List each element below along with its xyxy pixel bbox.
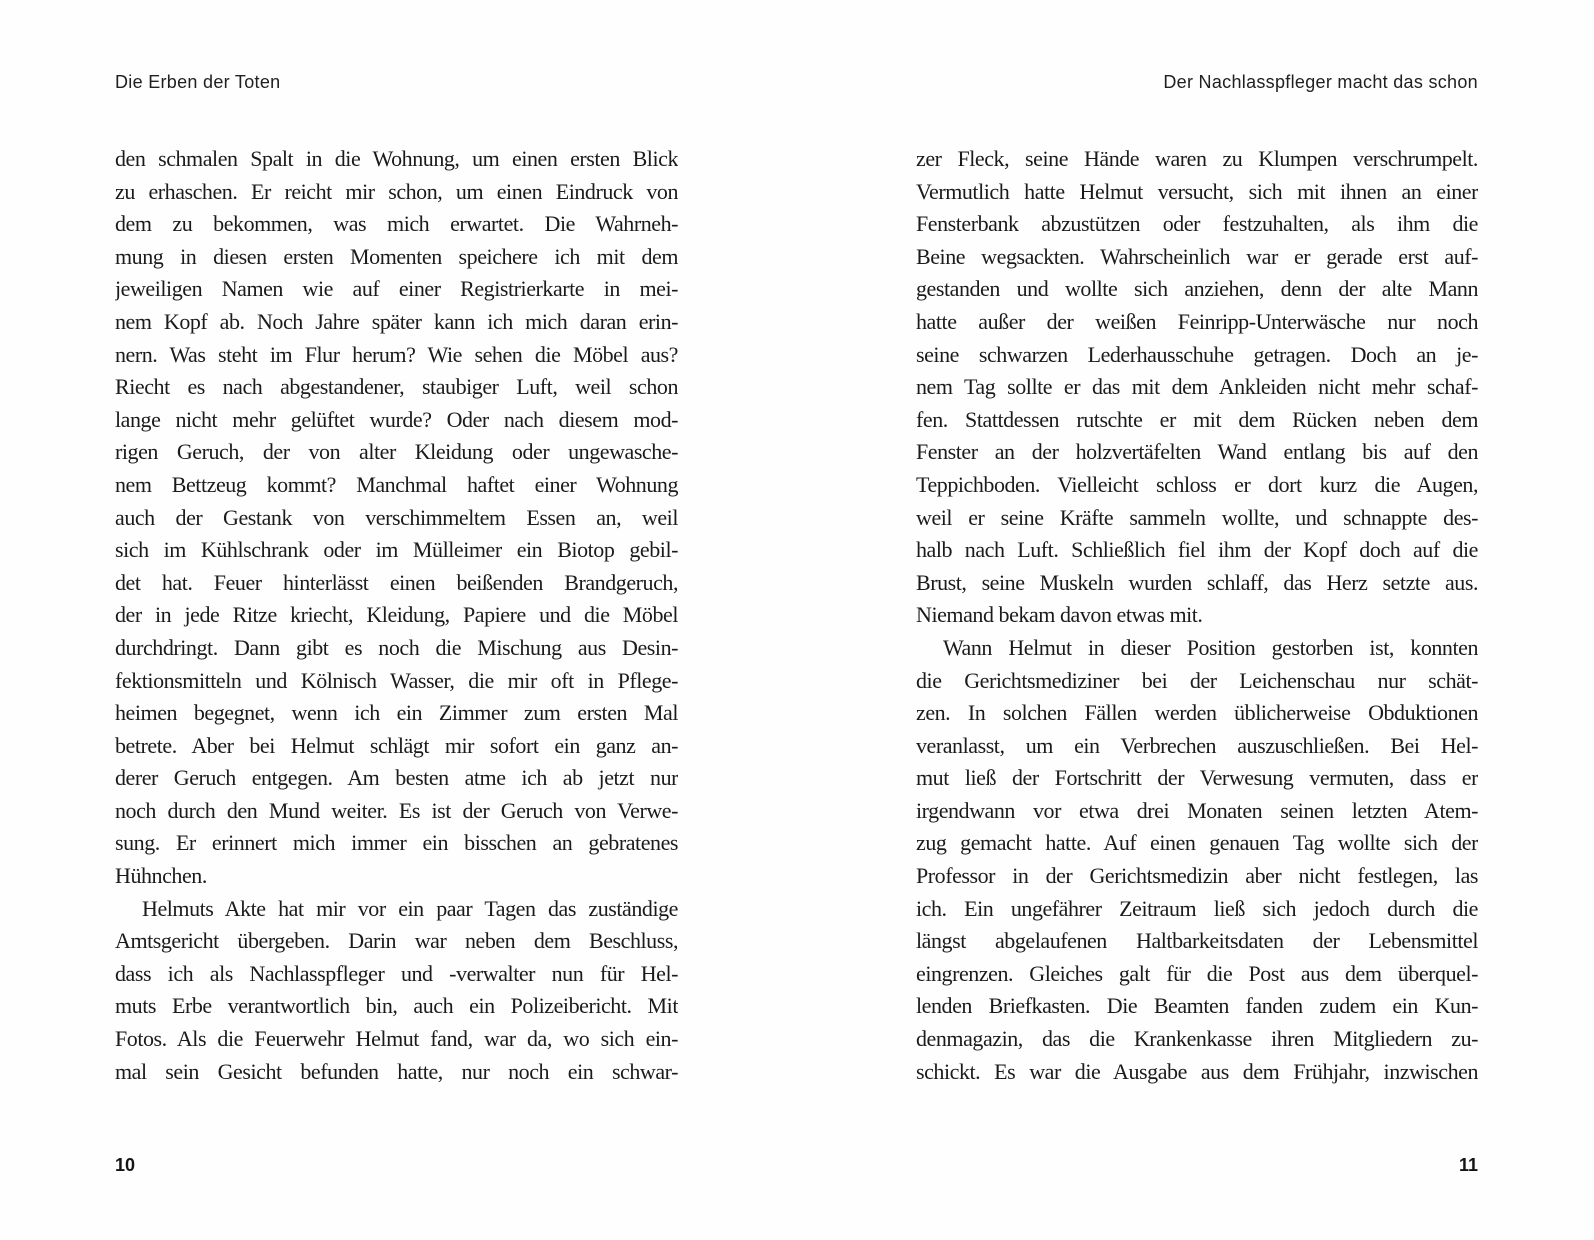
text-line: Niemand bekam davon etwas mit. [916,602,1203,628]
text-line: Professor in der Gerichtsmedizin aber nicht festlegen, las [916,863,1478,889]
text-line: lange nicht mehr gelüftet wurde? Oder nach diesem mod- [115,406,678,432]
text-line: sich im Kühlschrank oder im Mülleimer ein Biotop gebil- [115,537,678,563]
text-line: zen. In solchen Fällen werden üblicherweise Obduktionen [916,700,1478,726]
text-line: ich. Ein ungefährer Zeitraum ließ sich jedoch durch die [916,895,1478,921]
text-line: Beine wegsackten. Wahrscheinlich war er gerade erst auf- [916,243,1478,269]
text-line: irgendwann vor etwa drei Monaten seinen letzten Atem- [916,797,1478,823]
text-line: Wann Helmut in dieser Position gestorben ist, konnten [943,634,1478,660]
text-line: rigen Geruch, der von alter Kleidung oder ungewasche- [115,439,678,465]
text-line: durchdringt. Dann gibt es noch die Mischung aus Desin- [115,634,678,660]
page-number-right: 11 [1458,1155,1478,1175]
text-line: nem Bettzeug kommt? Manchmal haftet einer Wohnung [115,471,678,497]
text-line: die Gerichtsmediziner bei der Leichenschau nur schät- [916,667,1478,693]
text-line: dem zu bekommen, was mich erwartet. Die Wahrneh- [115,211,678,237]
text-line: der in jede Ritze kriecht, Kleidung, Papiere und die Möbel [115,602,678,628]
text-line: mung in diesen ersten Momenten speichere ich mit dem [115,243,678,269]
text-line: zer Fleck, seine Hände waren zu Klumpen verschrumpelt. [916,146,1478,171]
text-line: denmagazin, das die Krankenkasse ihren Mitgliedern zu- [916,1026,1478,1052]
text-line: mut ließ der Fortschritt der Verwesung vermuten, dass er [916,765,1478,791]
text-line: auch der Gestank von verschimmeltem Essen an, weil [115,504,678,530]
text-line: Riecht es nach abgestandener, staubiger Luft, weil schon [115,374,678,400]
text-line: Fensterbank abzustützen oder festzuhalten, als ihm die [916,211,1478,237]
text-line: veranlasst, um ein Verbrechen auszuschließen. Bei Hel- [916,732,1478,758]
text-line: seine schwarzen Lederhausschuhe getragen. Doch an je- [916,341,1478,367]
text-line: Helmuts Akte hat mir vor ein paar Tagen das zuständige [142,895,678,921]
paragraph [115,893,678,1089]
body-text-left [115,143,678,1088]
text-line: den schmalen Spalt in die Wohnung, um einen ersten Blick [115,146,678,171]
text-line: längst abgelaufenen Haltbarkeitsdaten der Lebensmittel [916,928,1478,954]
text-line: heimen begegnet, wenn ich ein Zimmer zum ersten Mal [115,700,678,726]
text-line: nern. Was steht im Flur herum? Wie sehen die Möbel aus? [115,341,678,367]
page-number-left: 10 [115,1155,136,1175]
text-line: weil er seine Kräfte sammeln wollte, und schnappte des- [916,504,1478,530]
text-line: schickt. Es war die Ausgabe aus dem Frühjahr, inzwischen [916,1058,1478,1084]
text-line: eingrenzen. Gleiches galt für die Post aus dem überquel- [916,960,1478,986]
text-line: det hat. Feuer hinterlässt einen beißenden Brandgeruch, [115,569,678,595]
text-line: fektionsmitteln und Kölnisch Wasser, die mir oft in Pflege- [115,667,678,693]
paragraph [916,632,1478,1088]
text-line: betrete. Aber bei Helmut schlägt mir sofort ein ganz an- [115,732,678,758]
text-line: zug gemacht hatte. Auf einen genauen Tag wollte sich der [916,830,1478,856]
text-line: hatte außer der weißen Feinripp-Unterwäsche nur noch [916,308,1478,334]
text-line: Amtsgericht übergeben. Darin war neben dem Beschluss, [115,928,678,954]
paragraph [115,143,678,893]
text-line: fen. Stattdessen rutschte er mit dem Rücken neben dem [916,406,1478,432]
running-header-right: Der Nachlasspfleger macht das schon [1163,72,1478,92]
text-line: sung. Er erinnert mich immer ein bisschen an gebratenes [115,830,678,856]
text-line: zu erhaschen. Er reicht mir schon, um einen Eindruck von [115,178,678,204]
book-page-right [916,70,1478,1210]
text-line: Fotos. Als die Feuerwehr Helmut fand, war da, wo sich ein- [115,1026,678,1052]
text-line: Brust, seine Muskeln wurden schlaff, das Herz setzte aus. [916,569,1478,595]
text-line: gestanden und wollte sich anziehen, denn der alte Mann [916,276,1478,302]
book-page-left [115,70,678,1210]
text-line: dass ich als Nachlasspfleger und -verwalter nun für Hel- [115,960,678,986]
text-line: Vermutlich hatte Helmut versucht, sich mit ihnen an einer [916,178,1478,204]
running-header-left: Die Erben der Toten [115,72,281,92]
text-line: halb nach Luft. Schließlich fiel ihm der Kopf doch auf die [916,537,1478,563]
body-text-right [916,143,1478,1088]
text-line: Fenster an der holzvertäfelten Wand entlang bis auf den [916,439,1478,465]
text-line: nem Kopf ab. Noch Jahre später kann ich mich daran erin- [115,308,678,334]
text-line: nem Tag sollte er das mit dem Ankleiden nicht mehr schaf- [916,374,1478,400]
text-line: Teppichboden. Vielleicht schloss er dort kurz die Augen, [916,471,1478,497]
text-line: lenden Briefkasten. Die Beamten fanden zudem ein Kun- [916,993,1478,1019]
text-line: derer Geruch entgegen. Am besten atme ich ab jetzt nur [115,765,678,791]
text-line: muts Erbe verantwortlich bin, auch ein Polizeibericht. Mit [115,993,678,1019]
text-line: Hühnchen. [115,863,207,889]
text-line: mal sein Gesicht befunden hatte, nur noch ein schwar- [115,1058,678,1084]
text-line: noch durch den Mund weiter. Es ist der Geruch von Verwe- [115,797,678,823]
text-line: jeweiligen Namen wie auf einer Registrierkarte in mei- [115,276,678,302]
paragraph [916,143,1478,632]
